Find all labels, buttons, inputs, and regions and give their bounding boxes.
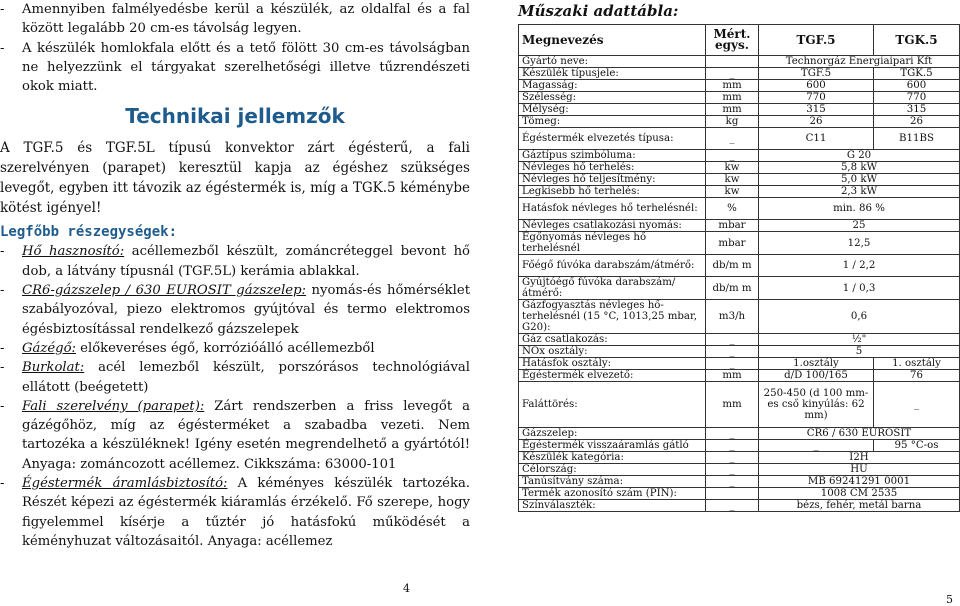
cell-unit: _ bbox=[706, 500, 759, 512]
cell-name: Gáztípus szimbóluma: bbox=[519, 150, 706, 162]
cell-value: G 20 bbox=[759, 150, 960, 162]
cell-unit: _ bbox=[706, 334, 759, 346]
cell-name: Gázszelep: bbox=[519, 428, 706, 440]
table-row bbox=[519, 104, 960, 116]
intro-bullet: - A készülék homlokfala előtt és a tető fölött 30 cm-es távolságban ne helyezzünk el tárgyakat szerelhetőségi illetve tűzrendészeti okok miatt. bbox=[0, 40, 470, 95]
right-page bbox=[518, 0, 960, 606]
part-item: - Égéstermék áramlásbiztosító: A kéményes készülék tartozéka. Részét képezi az égéstermék kiáramlás érzékelő. Fő szerepe, hogy figyelemmel kísérje a tűztér jó hatásfokú működését a kéményhuzat változásaitól. Anyaga: acéllemez bbox=[0, 476, 470, 549]
table-row bbox=[519, 220, 960, 232]
table-row bbox=[519, 488, 960, 500]
cell-name: Gázfogyasztás névleges hő-terhelésnél (15 °C, 1013,25 mbar, G20): bbox=[519, 300, 706, 334]
cell-value: 2,3 kW bbox=[759, 186, 960, 198]
header-unit: Mért. egys. bbox=[706, 25, 759, 56]
cell-value-col1: _ bbox=[759, 440, 874, 452]
table-header-row bbox=[519, 25, 960, 56]
cell-value-col2: 1. osztály bbox=[874, 358, 960, 370]
part-item: - Hő hasznosító: acéllemezből készült, zománcréteggel bevont hő dob, a látvány típusnál (TGF.5L) kerámia ablakkal. bbox=[0, 244, 470, 279]
table-row bbox=[519, 56, 960, 68]
cell-value-col2: 76 bbox=[874, 370, 960, 382]
cell-value-col2: 95 °C-os bbox=[874, 440, 960, 452]
intro-bullet: - Amennyiben falmélyedésbe kerül a készülék, az oldalfal és a fal között legalább 20 cm-es távolság legyen. bbox=[0, 2, 470, 37]
table-row bbox=[519, 255, 960, 277]
header-col2: TGK.5 bbox=[874, 25, 960, 56]
cell-unit: mm bbox=[706, 80, 759, 92]
cell-value: 1008 CM 2535 bbox=[759, 488, 960, 500]
cell-value-col2: TGK.5 bbox=[874, 68, 960, 80]
table-row bbox=[519, 198, 960, 220]
cell-name: Égéstermék elvezető: bbox=[519, 370, 706, 382]
cell-unit: _ bbox=[706, 150, 759, 162]
cell-name: Célország: bbox=[519, 464, 706, 476]
cell-unit: m3/h bbox=[706, 300, 759, 334]
table-row bbox=[519, 162, 960, 174]
cell-unit: _ bbox=[706, 358, 759, 370]
parts-list bbox=[0, 242, 470, 551]
cell-value: MB 69241291 0001 bbox=[759, 476, 960, 488]
table-row bbox=[519, 128, 960, 150]
spec-table bbox=[518, 24, 960, 512]
table-row bbox=[519, 476, 960, 488]
intro-bullet-list bbox=[0, 0, 470, 96]
cell-unit: kw bbox=[706, 162, 759, 174]
header-col1: TGF.5 bbox=[759, 25, 874, 56]
cell-value-col1: C11 bbox=[759, 128, 874, 150]
cell-value: CR6 / 630 EUROSIT bbox=[759, 428, 960, 440]
header-name: Megnevezés bbox=[519, 25, 706, 56]
table-row bbox=[519, 277, 960, 300]
cell-value: 1 / 0,3 bbox=[759, 277, 960, 300]
cell-name: Gyártó neve: bbox=[519, 56, 706, 68]
cell-value-col1: 26 bbox=[759, 116, 874, 128]
cell-unit: _ bbox=[706, 68, 759, 80]
cell-name: Névleges hő teljesítmény: bbox=[519, 174, 706, 186]
cell-unit: _ bbox=[706, 476, 759, 488]
part-item: - Burkolat: acél lemezből készült, porszórásos technológiával ellátott (beégetett) bbox=[0, 360, 470, 395]
cell-value: 1 / 2,2 bbox=[759, 255, 960, 277]
cell-value: min. 86 % bbox=[759, 198, 960, 220]
cell-name: Gáz csatlakozás: bbox=[519, 334, 706, 346]
table-row bbox=[519, 452, 960, 464]
cell-name: Tömeg: bbox=[519, 116, 706, 128]
cell-name: Szélesség: bbox=[519, 92, 706, 104]
cell-name: Égéstermék visszaáramlás gátló bbox=[519, 440, 706, 452]
cell-value-col2: 315 bbox=[874, 104, 960, 116]
cell-name: Főégő fúvóka darabszám/átmérő: bbox=[519, 255, 706, 277]
cell-value-col2: _ bbox=[874, 382, 960, 428]
tech-heading: Technikai jellemzők bbox=[125, 104, 345, 129]
cell-unit: _ bbox=[706, 346, 759, 358]
cell-value-col2: 600 bbox=[874, 80, 960, 92]
cell-name: Névleges hő terhelés: bbox=[519, 162, 706, 174]
table-row bbox=[519, 358, 960, 370]
cell-unit: kw bbox=[706, 186, 759, 198]
cell-value-col1: TGF.5 bbox=[759, 68, 874, 80]
cell-unit: mm bbox=[706, 370, 759, 382]
cell-value: ½" bbox=[759, 334, 960, 346]
cell-value-col1: d/D 100/165 bbox=[759, 370, 874, 382]
cell-unit: _ bbox=[706, 428, 759, 440]
cell-value: 25 bbox=[759, 220, 960, 232]
cell-value-col2: B11BS bbox=[874, 128, 960, 150]
cell-unit: _ bbox=[706, 128, 759, 150]
cell-unit: mbar bbox=[706, 220, 759, 232]
cell-name: Készülék kategória: bbox=[519, 452, 706, 464]
cell-name: Névleges csatlakozási nyomás: bbox=[519, 220, 706, 232]
cell-unit: mm bbox=[706, 104, 759, 116]
table-row bbox=[519, 300, 960, 334]
cell-value-col1: 315 bbox=[759, 104, 874, 116]
cell-name: Készülék típusjele: bbox=[519, 68, 706, 80]
table-row bbox=[519, 382, 960, 428]
cell-value: I2H bbox=[759, 452, 960, 464]
cell-value: 0,6 bbox=[759, 300, 960, 334]
table-row bbox=[519, 334, 960, 346]
cell-name: Égéstermék elvezetés típusa: bbox=[519, 128, 706, 150]
cell-unit bbox=[706, 56, 759, 68]
cell-unit: kg bbox=[706, 116, 759, 128]
cell-unit: kw bbox=[706, 174, 759, 186]
cell-name: Mélység: bbox=[519, 104, 706, 116]
cell-value: 5,8 kW bbox=[759, 162, 960, 174]
cell-value: 5,0 kW bbox=[759, 174, 960, 186]
cell-value: 12,5 bbox=[759, 232, 960, 255]
cell-value-col2: 26 bbox=[874, 116, 960, 128]
cell-value-col1: 770 bbox=[759, 92, 874, 104]
cell-value-col1: 600 bbox=[759, 80, 874, 92]
cell-unit bbox=[706, 488, 759, 500]
table-row bbox=[519, 500, 960, 512]
cell-unit: mbar bbox=[706, 232, 759, 255]
table-row bbox=[519, 464, 960, 476]
cell-unit: _ bbox=[706, 452, 759, 464]
cell-name: Gyújtóégő fúvóka darabszám/átmérő: bbox=[519, 277, 706, 300]
table-row bbox=[519, 186, 960, 198]
cell-name: Faláttörés: bbox=[519, 382, 706, 428]
part-item: - CR6-gázszelep / 630 EUROSIT gázszelep: nyomás-és hőmérséklet szabályozóval, piezo elektromos gyújtóval és termo elektromos égésbiztosítással rendelkező gázszelepek bbox=[0, 283, 470, 337]
cell-value: Technorgáz Energiaipari Kft bbox=[759, 56, 960, 68]
table-row bbox=[519, 68, 960, 80]
table-row bbox=[519, 428, 960, 440]
left-page bbox=[0, 0, 470, 606]
cell-name: Égőnyomás névleges hő terhelésnél bbox=[519, 232, 706, 255]
spec-table-body bbox=[519, 56, 960, 512]
cell-value-col1: 1.osztály bbox=[759, 358, 874, 370]
cell-name: Termék azonosító szám (PIN): bbox=[519, 488, 706, 500]
cell-name: Hatásfok névleges hő terhelésnél: bbox=[519, 198, 706, 220]
cell-value-col1: 250-450 (d 100 mm-es cső kinyúlás: 62 mm) bbox=[759, 382, 874, 428]
cell-name: Színválaszték: bbox=[519, 500, 706, 512]
table-row bbox=[519, 346, 960, 358]
cell-value: bézs, fehér, metál barna bbox=[759, 500, 960, 512]
cell-unit: mm bbox=[706, 382, 759, 428]
tech-paragraph: A TGF.5 és TGF.5L típusú konvektor zárt égésterű, a fali szerelvényen (parapet) keresztül kapja az égéshez szükséges levegőt, egyben itt távozik az égéstermék is, míg a TGK.5 kéménybe kötést igényel! bbox=[0, 140, 470, 217]
cell-unit: mm bbox=[706, 92, 759, 104]
part-item: - Gázégő: előkeveréses égő, korrózióálló acéllemezből bbox=[0, 340, 375, 356]
table-row bbox=[519, 116, 960, 128]
cell-name: Legkisebb hő terhelés: bbox=[519, 186, 706, 198]
cell-name: Magasság: bbox=[519, 80, 706, 92]
table-row bbox=[519, 92, 960, 104]
parts-heading: Legfőbb részegységek: bbox=[0, 224, 178, 241]
cell-name: Tanúsítvány száma: bbox=[519, 476, 706, 488]
part-item: - Fali szerelvény (parapet): Zárt rendszerben a friss levegőt a gázégőhöz, míg az égésterméket a szabadba vezeti. Nem tartozéka a készüléknek! Igény esetén megrendelhető a gyártótól! Anyaga: zománcozott acéllemez. Cikkszáma: 63000-101 bbox=[0, 398, 470, 472]
page-number-right: 5 bbox=[946, 593, 953, 606]
table-title: Műszaki adattábla: bbox=[518, 2, 679, 20]
table-row bbox=[519, 232, 960, 255]
page-number-left: 4 bbox=[403, 582, 410, 595]
cell-unit: _ bbox=[706, 464, 759, 476]
cell-name: Hatásfok osztály: bbox=[519, 358, 706, 370]
cell-name: NOx osztály: bbox=[519, 346, 706, 358]
table-row bbox=[519, 80, 960, 92]
cell-unit: _ bbox=[706, 440, 759, 452]
cell-value: HU bbox=[759, 464, 960, 476]
cell-value: 5 bbox=[759, 346, 960, 358]
table-row bbox=[519, 370, 960, 382]
cell-value-col2: 770 bbox=[874, 92, 960, 104]
table-row bbox=[519, 150, 960, 162]
cell-unit: db/m m bbox=[706, 255, 759, 277]
cell-unit: db/m m bbox=[706, 277, 759, 300]
table-row bbox=[519, 440, 960, 452]
cell-unit: % bbox=[706, 198, 759, 220]
table-row bbox=[519, 174, 960, 186]
